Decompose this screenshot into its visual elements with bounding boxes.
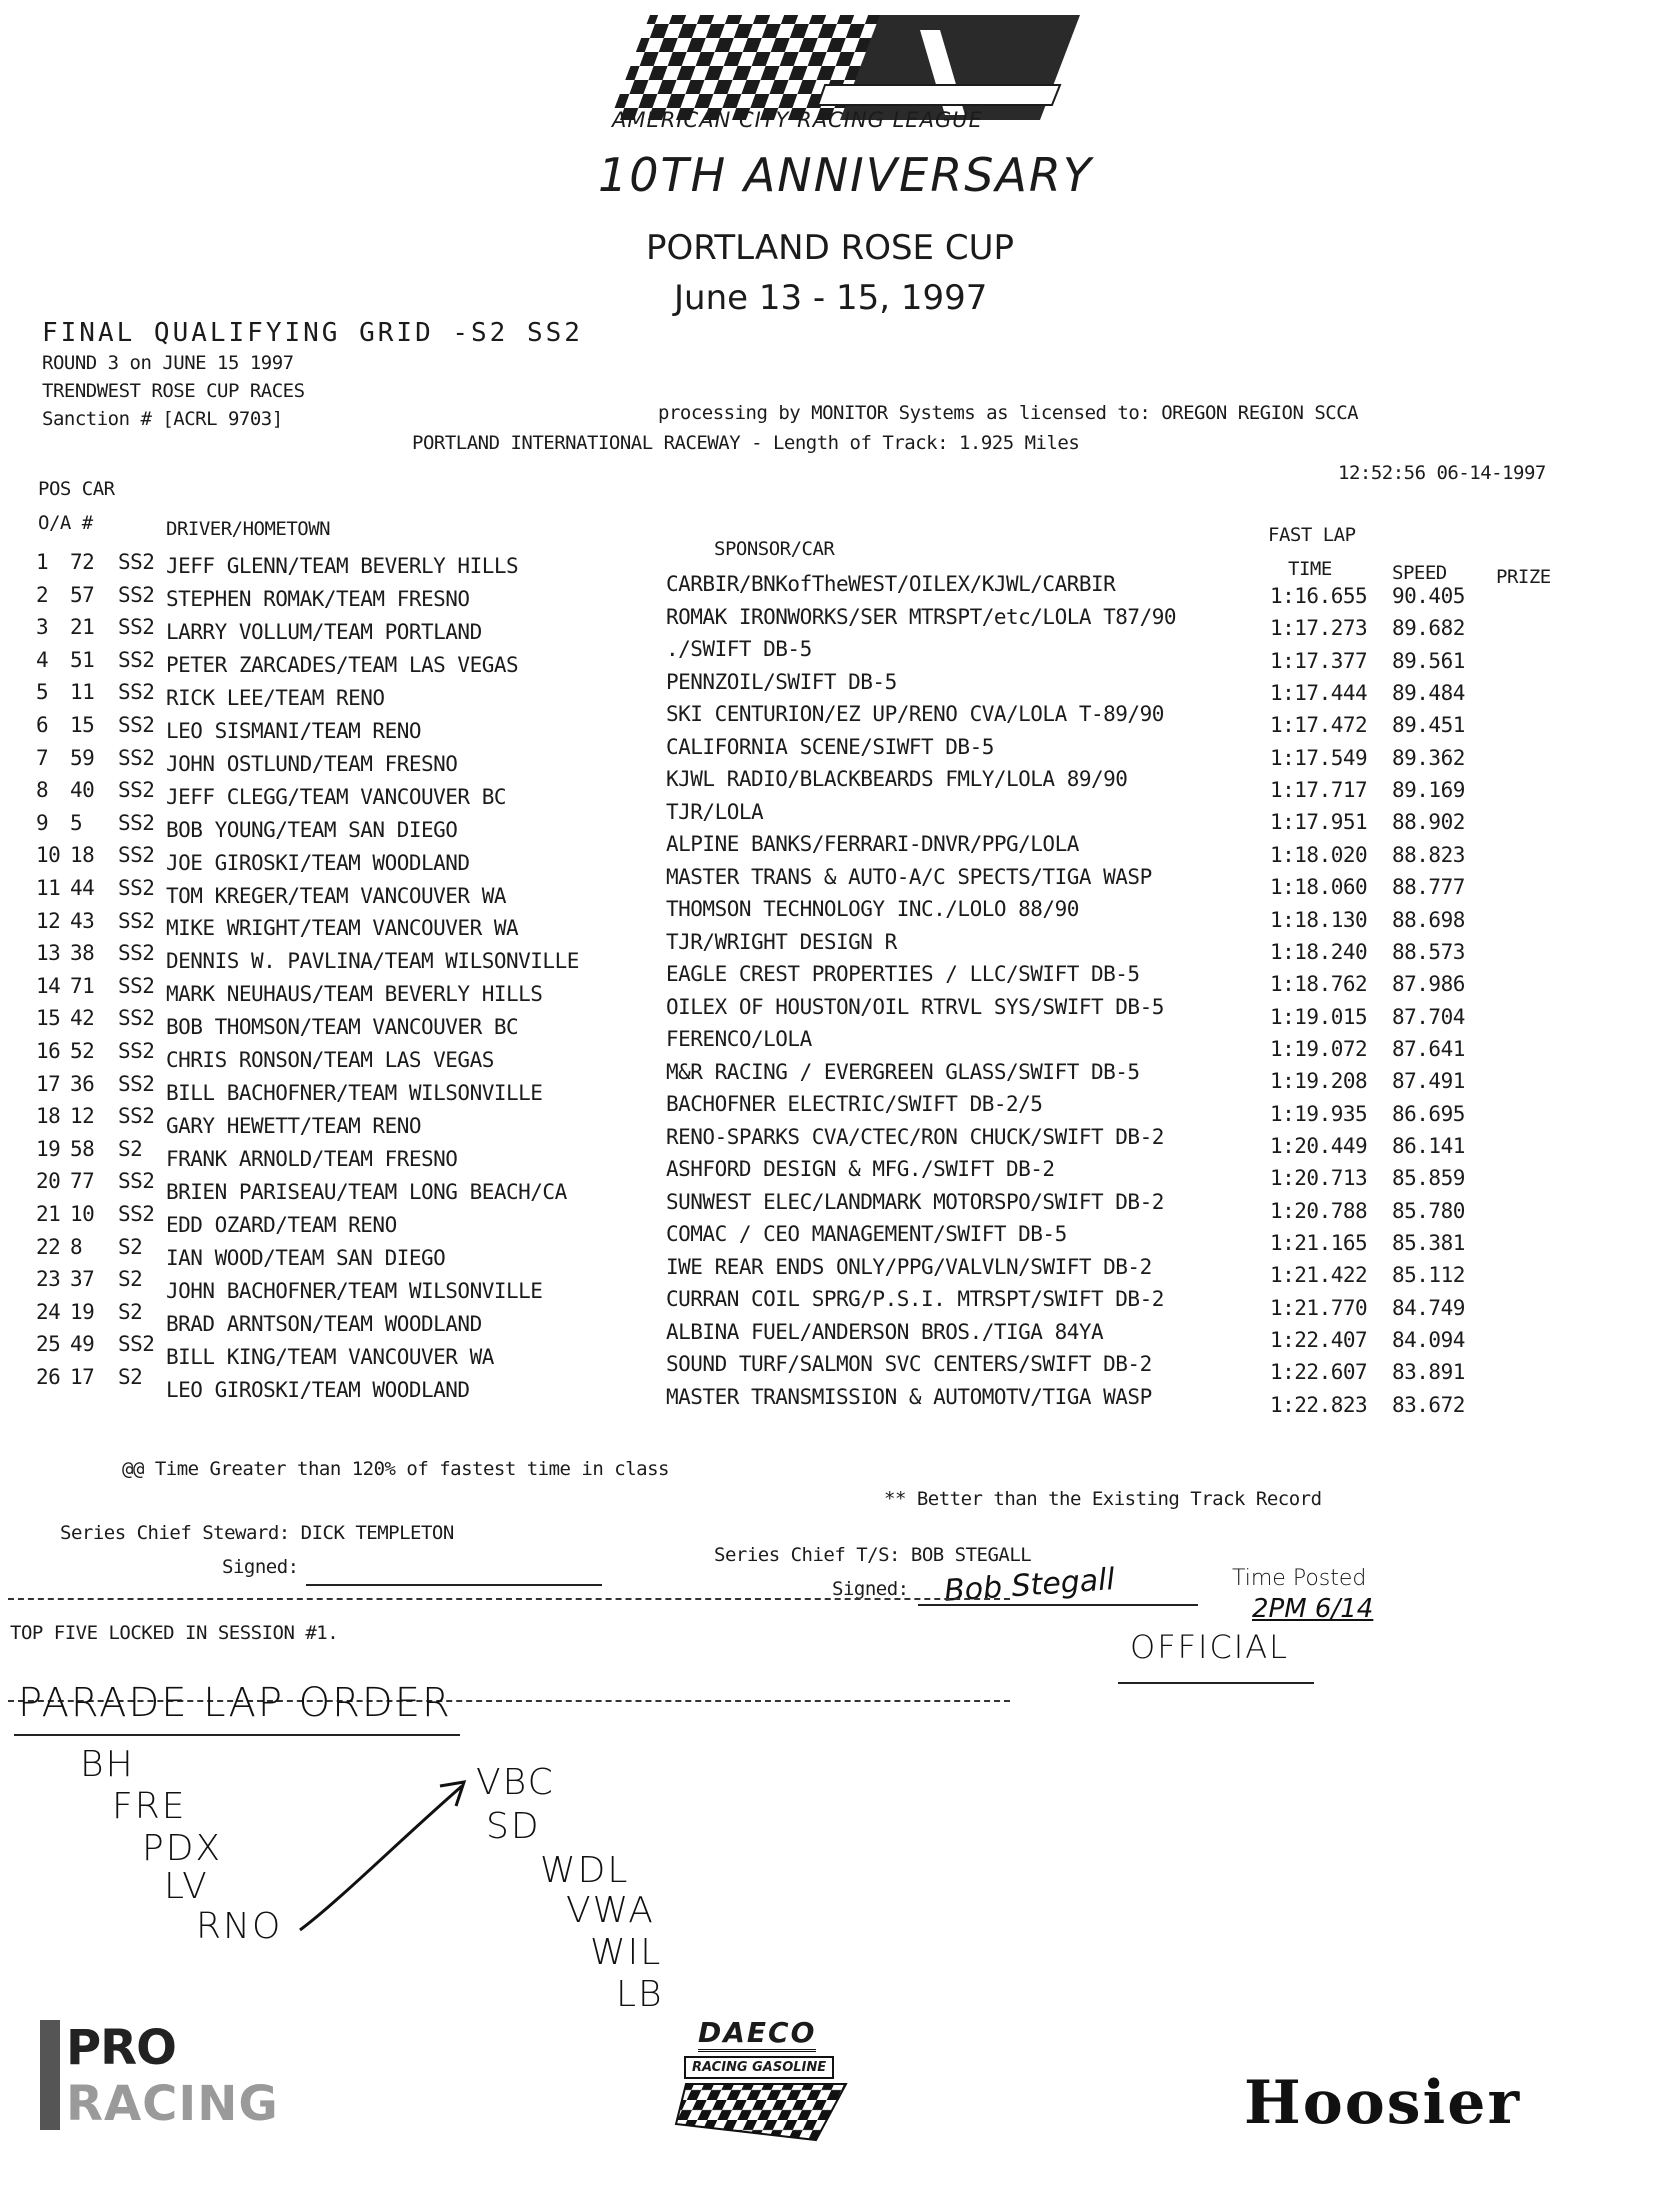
row-class: SS2 xyxy=(118,1202,155,1226)
row-speed: 87.641 xyxy=(1392,1036,1465,1061)
top-five-note: TOP FIVE LOCKED IN SESSION #1. xyxy=(10,1622,339,1644)
row-sponsor: KJWL RADIO/BLACKBEARDS FMLY/LOLA 89/90 xyxy=(666,767,1128,791)
signed-label-2: Signed: xyxy=(832,1578,909,1600)
parade-right-item: VBC xyxy=(476,1762,555,1803)
row-class: SS2 xyxy=(118,908,155,933)
row-driver: BILL BACHOFNER/TEAM WILSONVILLE xyxy=(166,1081,543,1106)
row-class: SS2 xyxy=(118,843,155,868)
row-class: SS2 xyxy=(118,1332,155,1357)
col-time: TIME xyxy=(1288,558,1332,580)
event-dates: June 13 - 15, 1997 xyxy=(674,278,988,318)
row-speed: 87.491 xyxy=(1392,1069,1465,1094)
row-time: 1:22.407 xyxy=(1270,1328,1368,1353)
dashed-divider-1 xyxy=(8,1598,1010,1600)
row-driver: JOHN BACHOFNER/TEAM WILSONVILLE xyxy=(166,1278,543,1303)
row-car: 17 xyxy=(70,1365,95,1389)
row-class: SS2 xyxy=(118,1006,155,1031)
row-driver: BOB YOUNG/TEAM SAN DIEGO xyxy=(166,817,458,842)
row-speed: 85.381 xyxy=(1392,1231,1465,1255)
time-posted-value: 2PM 6/14 xyxy=(1252,1594,1374,1624)
row-class: SS2 xyxy=(118,810,155,835)
row-class: S2 xyxy=(118,1136,143,1161)
daeco-subtext: RACING GASOLINE xyxy=(684,2056,834,2079)
row-speed: 87.704 xyxy=(1392,1004,1465,1029)
anniversary-title: 10TH ANNIVERSARY xyxy=(598,148,1093,202)
row-sponsor: TJR/LOLA xyxy=(666,799,764,824)
row-pos: 11 xyxy=(36,876,61,900)
row-driver: EDD OZARD/TEAM RENO xyxy=(166,1213,397,1237)
row-speed: 89.682 xyxy=(1392,616,1465,641)
grid-title: FINAL QUALIFYING GRID -S2 SS2 xyxy=(42,318,583,348)
row-speed: 89.169 xyxy=(1392,778,1465,803)
row-class: SS2 xyxy=(118,876,155,900)
row-speed: 88.902 xyxy=(1392,810,1465,835)
row-class: SS2 xyxy=(118,615,155,640)
row-pos: 13 xyxy=(36,941,61,966)
row-sponsor: CARBIR/BNKofTheWEST/OILEX/KJWL/CARBIR xyxy=(666,572,1116,596)
parade-right-item: WDL xyxy=(540,1850,630,1891)
races-line: TRENDWEST ROSE CUP RACES xyxy=(42,380,305,402)
row-time: 1:21.770 xyxy=(1270,1295,1368,1320)
row-sponsor: SUNWEST ELEC/LANDMARK MOTORSPO/SWIFT DB-2 xyxy=(666,1189,1164,1214)
parade-right-item: LB xyxy=(616,1974,664,2015)
row-car: 36 xyxy=(70,1071,95,1096)
row-time: 1:18.020 xyxy=(1270,842,1368,867)
row-driver: FRANK ARNOLD/TEAM FRESNO xyxy=(166,1147,458,1172)
row-time: 1:19.935 xyxy=(1270,1101,1368,1126)
row-car: 77 xyxy=(70,1169,95,1194)
scca-pro-racing-logo xyxy=(40,2020,300,2140)
col-oa-num: O/A # xyxy=(38,512,93,534)
row-sponsor: SOUND TURF/SALMON SVC CENTERS/SWIFT DB-2 xyxy=(666,1352,1152,1376)
note-time-greater: @@ Time Greater than 120% of fastest time in class xyxy=(122,1458,669,1480)
row-car: 15 xyxy=(70,713,95,737)
parade-title: PARADE LAP ORDER xyxy=(18,1680,452,1726)
racing-text: RACING xyxy=(66,2076,279,2132)
signature-bob-stegall: Bob Stegall xyxy=(942,1562,1116,1609)
row-driver: BILL KING/TEAM VANCOUVER WA xyxy=(166,1344,494,1369)
league-name: AMERICAN CITY RACING LEAGUE xyxy=(612,108,983,132)
row-time: 1:18.060 xyxy=(1270,875,1368,900)
row-speed: 86.695 xyxy=(1392,1101,1465,1126)
sanction-line: Sanction # [ACRL 9703] xyxy=(42,408,283,430)
row-speed: 85.780 xyxy=(1392,1198,1465,1223)
row-driver: MIKE WRIGHT/TEAM VANCOUVER WA xyxy=(166,916,519,941)
row-speed: 84.749 xyxy=(1392,1295,1465,1320)
row-sponsor: MASTER TRANSMISSION & AUTOMOTV/TIGA WASP xyxy=(666,1384,1152,1409)
row-driver: JEFF CLEGG/TEAM VANCOUVER BC xyxy=(166,784,507,809)
row-driver: DENNIS W. PAVLINA/TEAM WILSONVILLE xyxy=(166,949,579,974)
row-sponsor: ASHFORD DESIGN & MFG./SWIFT DB-2 xyxy=(666,1157,1055,1181)
row-time: 1:18.130 xyxy=(1270,907,1368,932)
row-driver: JOE GIROSKI/TEAM WOODLAND xyxy=(166,850,470,875)
row-speed: 85.112 xyxy=(1392,1263,1465,1288)
acrl-logo xyxy=(590,10,1090,170)
row-driver: BRAD ARNTSON/TEAM WOODLAND xyxy=(166,1311,482,1336)
row-speed: 89.362 xyxy=(1392,745,1465,770)
row-car: 18 xyxy=(70,843,95,868)
row-class: SS2 xyxy=(118,1104,155,1129)
parade-left-item: BH xyxy=(80,1744,135,1785)
row-sponsor: THOMSON TECHNOLOGY INC./LOLO 88/90 xyxy=(666,897,1079,921)
row-car: 49 xyxy=(70,1332,95,1357)
row-class: SS2 xyxy=(118,973,155,998)
row-pos: 17 xyxy=(36,1071,61,1096)
track-line: PORTLAND INTERNATIONAL RACEWAY - Length of Track: 1.925 Miles xyxy=(412,432,1080,454)
col-driver: DRIVER/HOMETOWN xyxy=(166,518,331,540)
row-time: 1:22.607 xyxy=(1270,1360,1368,1385)
round-line: ROUND 3 on JUNE 15 1997 xyxy=(42,352,294,374)
row-speed: 83.672 xyxy=(1392,1392,1465,1417)
row-driver: PETER ZARCADES/TEAM LAS VEGAS xyxy=(166,652,519,677)
row-time: 1:20.788 xyxy=(1270,1198,1368,1223)
row-car: 8 xyxy=(70,1234,83,1259)
parade-right-item: WIL xyxy=(590,1932,663,1973)
row-driver: CHRIS RONSON/TEAM LAS VEGAS xyxy=(166,1048,494,1073)
row-pos: 12 xyxy=(36,908,61,933)
row-pos: 6 xyxy=(36,713,49,737)
row-driver: LEO GIROSKI/TEAM WOODLAND xyxy=(166,1377,470,1402)
row-sponsor: TJR/WRIGHT DESIGN R xyxy=(666,929,897,954)
col-speed: SPEED xyxy=(1392,562,1447,584)
checkered-flag-logo-icon xyxy=(590,10,1090,120)
row-time: 1:19.015 xyxy=(1270,1004,1368,1029)
row-class: SS2 xyxy=(118,647,155,672)
row-driver: BRIEN PARISEAU/TEAM LONG BEACH/CA xyxy=(166,1180,567,1205)
row-class: SS2 xyxy=(118,1071,155,1096)
row-time: 1:19.208 xyxy=(1270,1069,1368,1094)
row-time: 1:17.472 xyxy=(1270,713,1368,738)
col-pos-car: POS CAR xyxy=(38,478,115,500)
row-driver: LEO SISMANI/TEAM RENO xyxy=(166,718,422,743)
arrow-icon xyxy=(290,1770,480,1940)
checkered-flag-icon xyxy=(666,2080,856,2144)
row-speed: 85.859 xyxy=(1392,1166,1465,1191)
row-car: 11 xyxy=(70,680,95,705)
parade-right-item: VWA xyxy=(566,1890,655,1931)
row-class: S2 xyxy=(118,1234,143,1259)
row-driver: TOM KREGER/TEAM VANCOUVER WA xyxy=(166,883,507,908)
row-speed: 89.484 xyxy=(1392,681,1465,706)
row-speed: 89.561 xyxy=(1392,648,1465,673)
row-time: 1:16.655 xyxy=(1270,584,1368,608)
row-car: 10 xyxy=(70,1202,95,1226)
row-car: 43 xyxy=(70,908,95,933)
row-pos: 21 xyxy=(36,1202,61,1226)
parade-underline xyxy=(14,1734,460,1736)
row-car: 38 xyxy=(70,941,95,966)
row-car: 21 xyxy=(70,615,95,640)
logo-bar-icon xyxy=(40,2020,60,2130)
row-car: 59 xyxy=(70,745,95,770)
row-pos: 10 xyxy=(36,843,61,868)
row-car: 42 xyxy=(70,1006,95,1031)
row-time: 1:18.240 xyxy=(1270,939,1368,964)
row-pos: 5 xyxy=(36,680,49,705)
col-prize: PRIZE xyxy=(1496,566,1551,588)
row-pos: 9 xyxy=(36,810,49,835)
row-sponsor: SKI CENTURION/EZ UP/RENO CVA/LOLA T-89/90 xyxy=(666,702,1164,726)
row-speed: 87.986 xyxy=(1392,972,1465,997)
row-speed: 83.891 xyxy=(1392,1360,1465,1385)
row-driver: BOB THOMSON/TEAM VANCOUVER BC xyxy=(166,1015,519,1040)
row-pos: 7 xyxy=(36,745,49,770)
parade-left-item: FRE xyxy=(112,1786,187,1827)
row-sponsor: IWE REAR ENDS ONLY/PPG/VALVLN/SWIFT DB-2 xyxy=(666,1254,1152,1279)
row-driver: RICK LEE/TEAM RENO xyxy=(166,685,385,710)
row-time: 1:17.717 xyxy=(1270,778,1368,803)
row-speed: 89.451 xyxy=(1392,713,1465,738)
row-speed: 88.698 xyxy=(1392,907,1465,932)
row-class: SS2 xyxy=(118,1169,155,1194)
row-pos: 3 xyxy=(36,615,49,640)
row-speed: 88.573 xyxy=(1392,939,1465,964)
row-speed: 84.094 xyxy=(1392,1328,1465,1353)
row-pos: 24 xyxy=(36,1299,61,1324)
row-speed: 88.777 xyxy=(1392,875,1465,900)
row-sponsor: M&R RACING / EVERGREEN GLASS/SWIFT DB-5 xyxy=(666,1059,1140,1084)
row-car: 58 xyxy=(70,1136,95,1161)
row-car: 40 xyxy=(70,778,95,803)
row-time: 1:21.165 xyxy=(1270,1231,1368,1255)
row-pos: 20 xyxy=(36,1169,61,1194)
row-sponsor: ALBINA FUEL/ANDERSON BROS./TIGA 84YA xyxy=(666,1319,1104,1344)
parade-right-item: SD xyxy=(486,1806,541,1847)
row-driver: IAN WOOD/TEAM SAN DIEGO xyxy=(166,1245,446,1270)
row-pos: 23 xyxy=(36,1267,61,1292)
row-sponsor: ./SWIFT DB-5 xyxy=(666,637,812,661)
row-driver: JOHN OSTLUND/TEAM FRESNO xyxy=(166,751,458,776)
row-driver: MARK NEUHAUS/TEAM BEVERLY HILLS xyxy=(166,982,543,1007)
row-sponsor: ROMAK IRONWORKS/SER MTRSPT/etc/LOLA T87/90 xyxy=(666,604,1177,629)
row-pos: 4 xyxy=(36,647,49,672)
row-speed: 86.141 xyxy=(1392,1133,1465,1158)
row-car: 44 xyxy=(70,876,95,900)
row-sponsor: ALPINE BANKS/FERRARI-DNVR/PPG/LOLA xyxy=(666,832,1079,856)
row-pos: 19 xyxy=(36,1136,61,1161)
row-pos: 25 xyxy=(36,1332,61,1357)
row-car: 19 xyxy=(70,1299,95,1324)
pro-text: PRO xyxy=(66,2020,176,2076)
row-pos: 2 xyxy=(36,582,49,607)
parade-left-item: RNO xyxy=(196,1906,283,1947)
row-driver: JEFF GLENN/TEAM BEVERLY HILLS xyxy=(166,554,519,578)
official-stamp: OFFICIAL xyxy=(1130,1628,1289,1666)
row-sponsor: EAGLE CREST PROPERTIES / LLC/SWIFT DB-5 xyxy=(666,962,1140,986)
row-time: 1:20.713 xyxy=(1270,1166,1368,1191)
row-pos: 8 xyxy=(36,778,49,803)
daeco-text: DAECO xyxy=(698,2016,816,2052)
row-sponsor: CALIFORNIA SCENE/SIWFT DB-5 xyxy=(666,734,994,759)
daeco-logo xyxy=(666,2014,866,2144)
row-class: S2 xyxy=(118,1365,143,1389)
row-class: SS2 xyxy=(118,680,155,705)
col-fast-lap: FAST LAP xyxy=(1268,524,1356,546)
row-driver: LARRY VOLLUM/TEAM PORTLAND xyxy=(166,619,482,644)
event-name: PORTLAND ROSE CUP xyxy=(646,228,1014,268)
row-pos: 18 xyxy=(36,1104,61,1129)
parade-left-item: LV xyxy=(164,1866,209,1907)
parade-left-item: PDX xyxy=(142,1828,223,1869)
row-speed: 90.405 xyxy=(1392,584,1465,608)
row-car: 57 xyxy=(70,582,95,607)
row-car: 71 xyxy=(70,973,95,998)
row-driver: GARY HEWETT/TEAM RENO xyxy=(166,1114,422,1139)
row-sponsor: BACHOFNER ELECTRIC/SWIFT DB-2/5 xyxy=(666,1092,1043,1116)
row-time: 1:22.823 xyxy=(1270,1392,1368,1417)
row-car: 52 xyxy=(70,1039,95,1063)
row-time: 1:17.549 xyxy=(1270,745,1368,770)
row-sponsor: CURRAN COIL SPRG/P.S.I. MTRSPT/SWIFT DB-2 xyxy=(666,1287,1164,1311)
row-pos: 26 xyxy=(36,1365,61,1389)
chief-ts: Series Chief T/S: BOB STEGALL xyxy=(714,1544,1032,1566)
row-time: 1:17.273 xyxy=(1270,616,1368,641)
row-class: SS2 xyxy=(118,713,155,737)
row-class: SS2 xyxy=(118,1039,155,1063)
row-pos: 22 xyxy=(36,1234,61,1259)
row-class: SS2 xyxy=(118,745,155,770)
row-time: 1:18.762 xyxy=(1270,972,1368,997)
timestamp: 12:52:56 06-14-1997 xyxy=(1338,462,1546,484)
row-car: 5 xyxy=(70,810,83,835)
col-sponsor: SPONSOR/CAR xyxy=(714,538,835,560)
signed-label-1: Signed: xyxy=(222,1556,299,1578)
row-car: 72 xyxy=(70,550,95,574)
row-car: 37 xyxy=(70,1267,95,1292)
row-speed: 88.823 xyxy=(1392,842,1465,867)
time-posted-label: Time Posted xyxy=(1232,1566,1367,1591)
row-class: SS2 xyxy=(118,582,155,607)
row-class: SS2 xyxy=(118,941,155,966)
row-time: 1:20.449 xyxy=(1270,1133,1368,1158)
row-pos: 16 xyxy=(36,1039,61,1063)
row-time: 1:19.072 xyxy=(1270,1036,1368,1061)
row-sponsor: COMAC / CEO MANAGEMENT/SWIFT DB-5 xyxy=(666,1222,1067,1246)
row-sponsor: PENNZOIL/SWIFT DB-5 xyxy=(666,669,897,694)
row-sponsor: OILEX OF HOUSTON/OIL RTRVL SYS/SWIFT DB-5 xyxy=(666,994,1164,1019)
row-class: S2 xyxy=(118,1267,143,1292)
hoosier-logo: Hoosier xyxy=(1244,2068,1522,2138)
row-pos: 14 xyxy=(36,973,61,998)
official-underline xyxy=(1118,1682,1314,1684)
row-pos: 15 xyxy=(36,1006,61,1031)
row-sponsor: RENO-SPARKS CVA/CTEC/RON CHUCK/SWIFT DB-2 xyxy=(666,1124,1164,1149)
row-class: S2 xyxy=(118,1299,143,1324)
row-time: 1:17.377 xyxy=(1270,648,1368,673)
row-car: 51 xyxy=(70,647,95,672)
row-time: 1:17.951 xyxy=(1270,810,1368,835)
signature-line-1 xyxy=(306,1584,602,1586)
row-pos: 1 xyxy=(36,550,49,574)
chief-steward: Series Chief Steward: DICK TEMPLETON xyxy=(60,1522,454,1544)
note-better-record: ** Better than the Existing Track Record xyxy=(884,1488,1322,1510)
processing-line: processing by MONITOR Systems as licensed to: OREGON REGION SCCA xyxy=(658,402,1359,424)
row-class: SS2 xyxy=(118,778,155,803)
row-class: SS2 xyxy=(118,550,155,574)
row-sponsor: FERENCO/LOLA xyxy=(666,1027,812,1051)
row-driver: STEPHEN ROMAK/TEAM FRESNO xyxy=(166,586,470,611)
row-time: 1:21.422 xyxy=(1270,1263,1368,1288)
row-car: 12 xyxy=(70,1104,95,1129)
row-time: 1:17.444 xyxy=(1270,681,1368,706)
row-sponsor: MASTER TRANS & AUTO-A/C SPECTS/TIGA WASP xyxy=(666,864,1152,889)
